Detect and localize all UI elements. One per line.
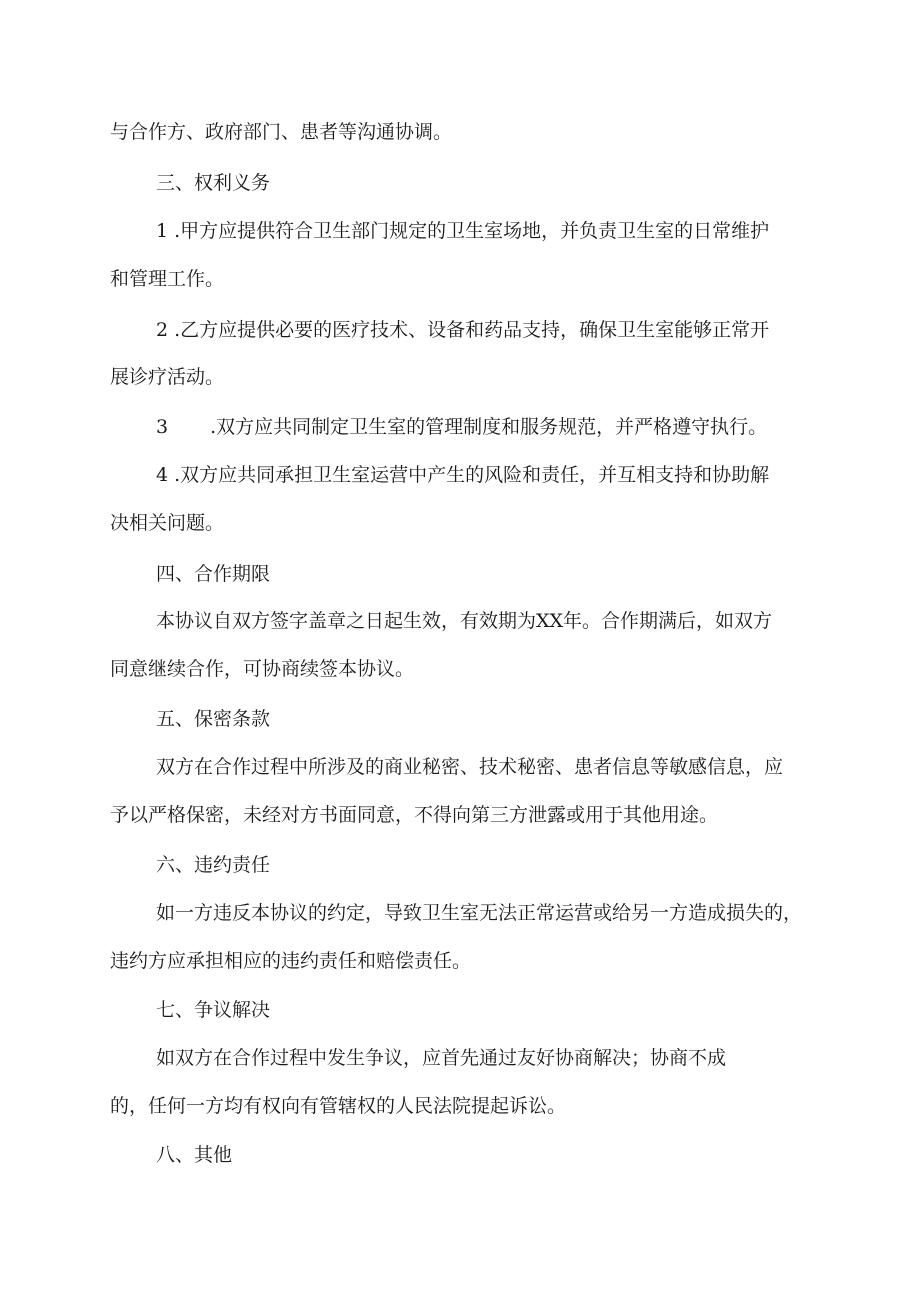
paragraph-line: 展诊疗活动。 — [110, 366, 225, 388]
section-heading-rights: 三、权利义务 — [156, 172, 271, 194]
paragraph-line: 如一方违反本协议的约定，导致卫生室无法正常运营或给另一方造成损失的， — [156, 902, 803, 924]
paragraph-line: 予以严格保密，未经对方书面同意，不得向第三方泄露或用于其他用途。 — [110, 804, 719, 826]
section-heading-other: 八、其他 — [156, 1144, 233, 1166]
paragraph-line: 的，任何一方均有权向有管辖权的人民法院提起诉讼。 — [110, 1095, 567, 1117]
paragraph-line: 如双方在合作过程中发生争议，应首先通过友好协商解决；协商不成 — [156, 1047, 727, 1069]
list-text: .双方应共同制定卫生室的管理制度和服务规范，并严格遵守执行。 — [210, 416, 768, 438]
paragraph-line: 和管理工作。 — [110, 268, 225, 290]
paragraph-line: 双方在合作过程中所涉及的商业秘密、技术秘密、患者信息等敏感信息，应 — [156, 756, 784, 778]
list-item-1 — [156, 218, 810, 244]
list-number: 3 — [156, 416, 169, 438]
list-number: 1 — [156, 220, 169, 242]
section-heading-confidentiality: 五、保密条款 — [156, 708, 271, 730]
list-item-3 — [156, 414, 856, 440]
section-heading-term: 四、合作期限 — [156, 563, 271, 585]
list-text: .双方应共同承担卫生室运营中产生的风险和责任，并互相支持和协助解 — [174, 464, 770, 486]
list-number: 4 — [156, 464, 169, 486]
paragraph-line: 同意继续合作，可协商续签本协议。 — [110, 658, 415, 680]
paragraph-line: 本协议自双方签字盖章之日起生效，有效期为XX年。合作期满后，如双方 — [156, 610, 773, 632]
section-heading-liability: 六、违约责任 — [156, 854, 271, 876]
paragraph-line: 与合作方、政府部门、患者等沟通协调。 — [110, 121, 453, 143]
list-item-2 — [156, 317, 810, 343]
list-number: 2 — [156, 319, 169, 341]
section-heading-dispute: 七、争议解决 — [156, 999, 271, 1021]
list-text: .乙方应提供必要的医疗技术、设备和药品支持，确保卫生室能够正常开 — [174, 319, 770, 341]
paragraph-line: 决相关问题。 — [110, 512, 225, 534]
paragraph-line: 违约方应承担相应的违约责任和赔偿责任。 — [110, 950, 472, 972]
list-item-4 — [156, 462, 810, 488]
list-text: .甲方应提供符合卫生部门规定的卫生室场地，并负责卫生室的日常维护 — [174, 220, 770, 242]
